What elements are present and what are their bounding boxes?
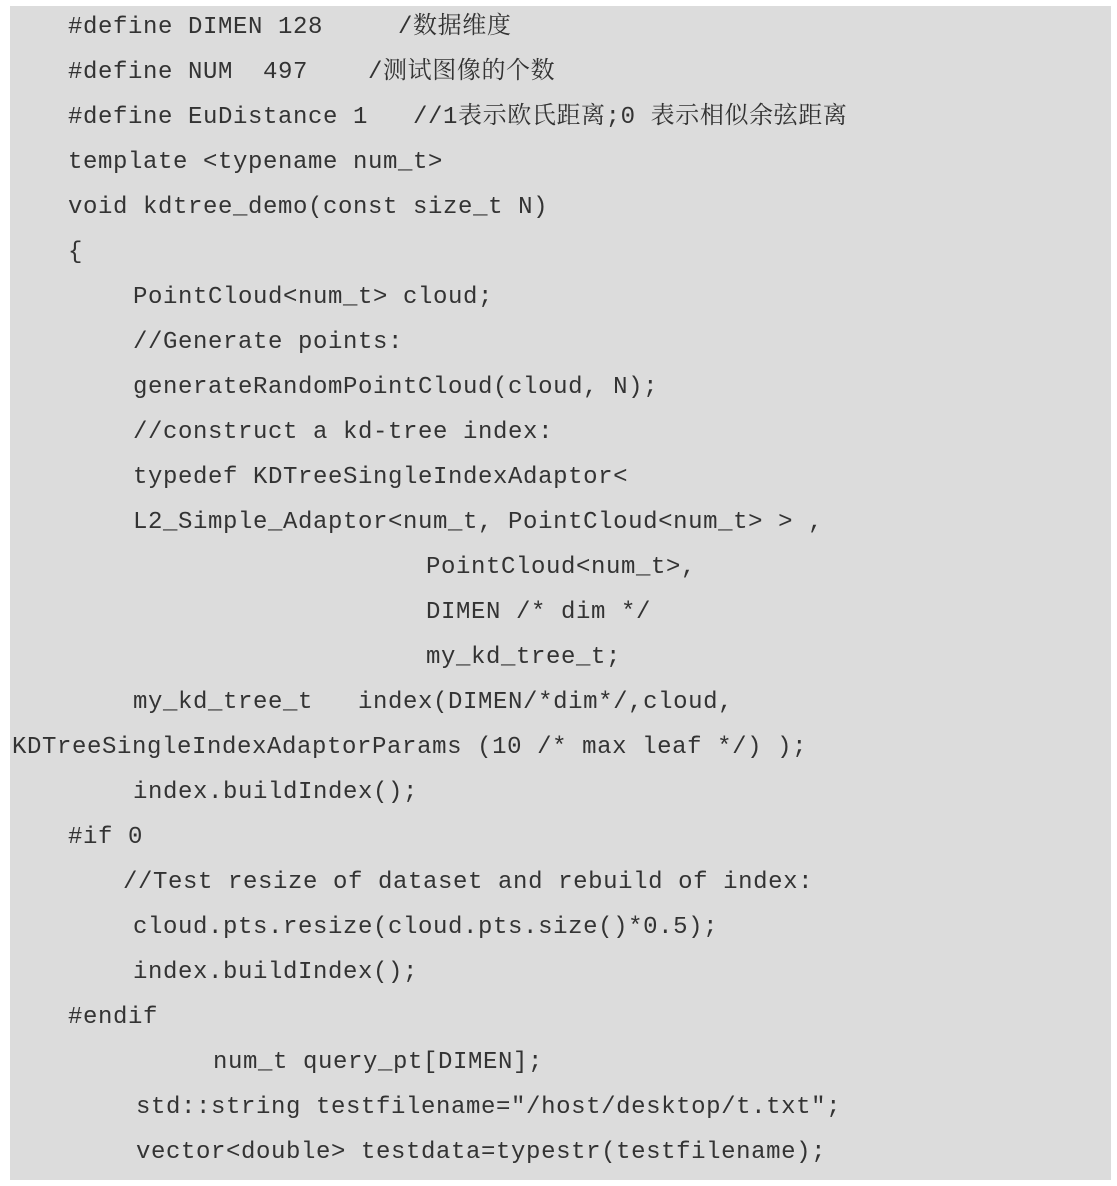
code-line: cloud.pts.resize(cloud.pts.size()*0.5); bbox=[133, 914, 719, 941]
code-line: void kdtree_demo(const size_t N) bbox=[68, 194, 549, 221]
code-line: //Test resize of dataset and rebuild of index: bbox=[123, 869, 814, 896]
code-line: my_kd_tree_t index(DIMEN/*dim*/,cloud, bbox=[133, 689, 734, 716]
code-line: template <typename num_t> bbox=[68, 149, 444, 176]
code-line: #define NUM 497 /测试图像的个数 bbox=[68, 59, 556, 86]
code-line: #endif bbox=[68, 1004, 159, 1031]
code-line: //Generate points: bbox=[133, 329, 404, 356]
code-line: generateRandomPointCloud(cloud, N); bbox=[133, 374, 659, 401]
code-line: PointCloud<num_t> cloud; bbox=[133, 284, 494, 311]
code-line: index.buildIndex(); bbox=[133, 959, 419, 986]
code-line: L2_Simple_Adaptor<num_t, PointCloud<num_t> > , bbox=[133, 509, 824, 536]
code-block bbox=[10, 6, 1111, 1180]
code-line: #if 0 bbox=[68, 824, 144, 851]
code-line: //construct a kd-tree index: bbox=[133, 419, 554, 446]
code-line: #define EuDistance 1 //1表示欧氏距离;0 表示相似余弦距离 bbox=[68, 104, 848, 131]
code-line: index.buildIndex(); bbox=[133, 779, 419, 806]
code-line: #define DIMEN 128 /数据维度 bbox=[68, 14, 512, 41]
code-line: { bbox=[68, 239, 84, 266]
code-line: my_kd_tree_t; bbox=[426, 644, 622, 671]
code-line: DIMEN /* dim */ bbox=[426, 599, 652, 626]
code-line: std::string testfilename="/host/desktop/t.txt"; bbox=[136, 1094, 842, 1121]
code-line: vector<double> testdata=typestr(testfilename); bbox=[136, 1139, 827, 1166]
code-line: num_t query_pt[DIMEN]; bbox=[213, 1049, 544, 1076]
code-line: KDTreeSingleIndexAdaptorParams (10 /* max leaf */) ); bbox=[12, 734, 808, 761]
code-line: PointCloud<num_t>, bbox=[426, 554, 697, 581]
code-line: typedef KDTreeSingleIndexAdaptor< bbox=[133, 464, 629, 491]
